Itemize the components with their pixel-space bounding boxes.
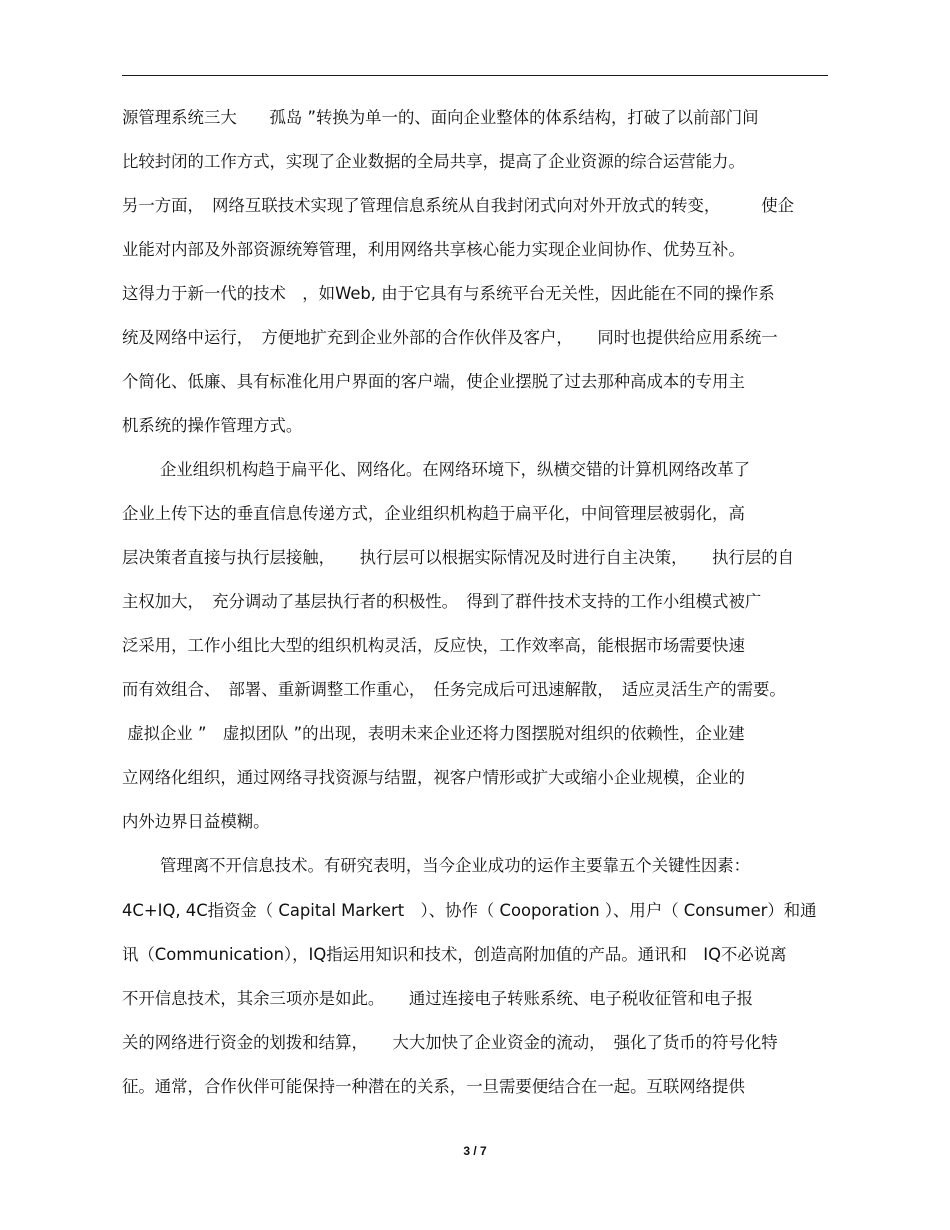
text-line: 内外边界日益模糊。: [122, 812, 270, 831]
text-line: 虚拟企业 ” 虚拟团队 ”的出现，表明未来企业还将力图摆脱对组织的依赖性，企业建: [122, 724, 745, 743]
text-line: 讯（Communication），IQ指运用知识和技术，创造高附加值的产品。通讯和 IQ不必说离: [122, 945, 787, 964]
text-line: 关的网络进行资金的划拨和结算， 大大加快了企业资金的流动， 强化了货币的符号化特: [122, 1033, 778, 1052]
text-line: 另一方面， 网络互联技术实现了管理信息系统从自我封闭式向对外开放式的转变， 使企: [122, 196, 795, 215]
text-line: 业能对内部及外部资源统筹管理，利用网络共享核心能力实现企业间协作、优势互补。: [122, 240, 745, 259]
text-line: 比较封闭的工作方式，实现了企业数据的全局共享，提高了企业资源的综合运营能力。: [122, 152, 745, 171]
text-line: 个简化、低廉、具有标准化用户界面的客户端，使企业摆脱了过去那种高成本的专用主: [122, 372, 745, 391]
paragraph-start-line: 管理离不开信息技术。有研究表明，当今企业成功的运作主要靠五个关键性因素：: [160, 856, 751, 875]
page-number: 3 / 7: [463, 1144, 487, 1158]
text-line: 不开信息技术，其余三项亦是如此。 通过连接电子转账系统、电子税收征管和电子报: [122, 989, 754, 1008]
text-line: 层决策者直接与执行层接触， 执行层可以根据实际情况及时进行自主决策， 执行层的自: [122, 548, 795, 567]
text-line: 机系统的操作管理方式。: [122, 416, 303, 435]
text-line: 4C+IQ, 4C指资金（ Capital Markert ）、协作（ Cooporation ）、用户（ Consumer）和通: [122, 901, 817, 920]
text-line: 这得力于新一代的技术 ，如Web, 由于它具有与系统平台无关性，因此能在不同的操作系: [122, 284, 775, 303]
text-line: 企业上传下达的垂直信息传递方式，企业组织机构趋于扁平化，中间管理层被弱化，高: [122, 504, 745, 523]
text-line: 主权加大， 充分调动了基层执行者的积极性。 得到了群件技术支持的工作小组模式被广: [122, 592, 762, 611]
text-line: 征。通常，合作伙伴可能保持一种潜在的关系，一旦需要便结合在一起。互联网络提供: [122, 1077, 745, 1096]
text-line: 源管理系统三大 孤岛 ”转换为单一的、面向企业整体的体系结构，打破了以前部门间: [122, 108, 759, 127]
text-line: 而有效组合、 部署、重新调整工作重心， 任务完成后可迅速解散， 适应灵活生产的需要。: [122, 680, 786, 699]
text-line: 立网络化组织，通过网络寻找资源与结盟，视客户情形或扩大或缩小企业规模，企业的: [122, 768, 745, 787]
text-line: 统及网络中运行， 方便地扩充到企业外部的合作伙伴及客户， 同时也提供给应用系统一: [122, 328, 778, 347]
text-line: 泛采用，工作小组比大型的组织机构灵活，反应快，工作效率高，能根据市场需要快速: [122, 636, 745, 655]
paragraph-start-line: 企业组织机构趋于扁平化、网络化。在网络环境下，纵横交错的计算机网络改革了: [160, 460, 751, 479]
